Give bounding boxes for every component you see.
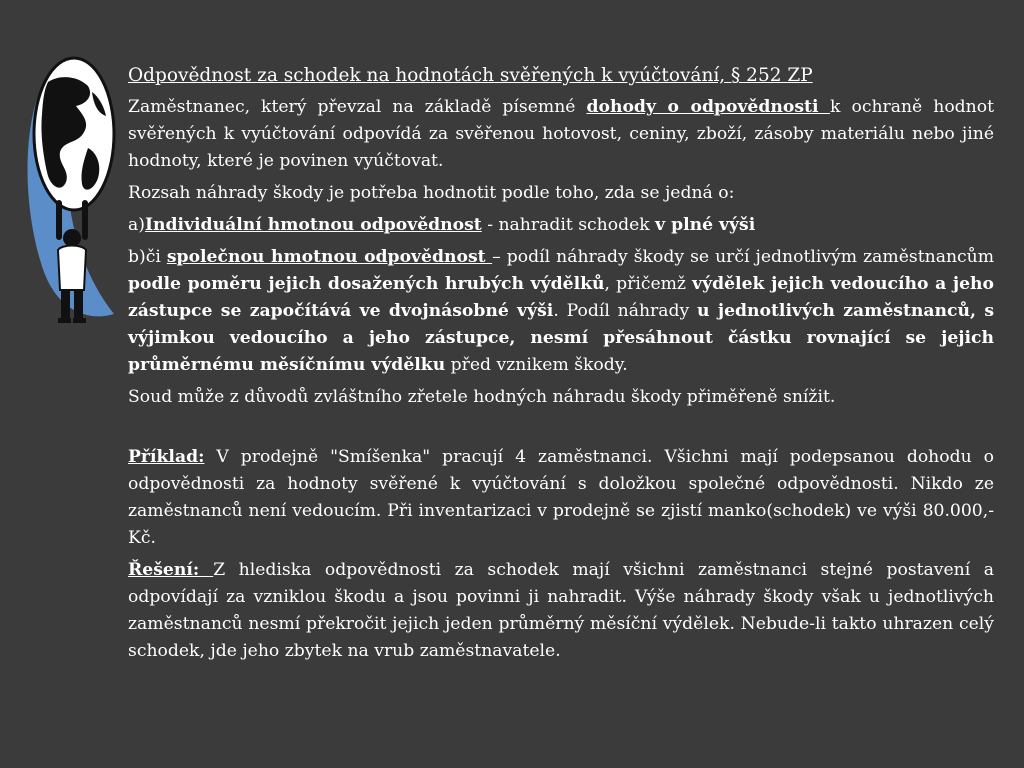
solution-label: Řešení: <box>128 560 214 580</box>
intro-text-2: k ochraně hodnot svěřených k vyúčtování odpovídá za svěřenou hotovost, ceniny, zboží, zásoby materiálu nebo jiné hodnoty, které je povinen vyúčtovat. <box>128 97 994 171</box>
item-a-prefix: a) <box>128 215 145 235</box>
item-b-bold-limit: u jednotlivých zaměstnanců, s výjimkou vedoucího a jeho zástupce, nesmí přesáhnout částku rovnající se jejich průměrnému měsíčnímu výdělku <box>128 301 994 375</box>
item-a-bold-full: v plné výši <box>655 215 756 235</box>
item-b-bold-joint: společnou hmotnou odpovědnost <box>166 247 493 267</box>
court-paragraph: Soud může z důvodů zvláštního zřetele hodných náhradu škody přiměřeně snížit. <box>128 387 836 407</box>
item-b-text-2: , přičemž <box>604 274 693 294</box>
item-a-text: - nahradit schodek <box>481 215 656 235</box>
spacer <box>128 416 994 444</box>
intro-bold-agreement: dohody o odpovědnosti <box>586 97 831 117</box>
item-b-text-1: – podíl náhrady škody se určí jednotlivým zaměstnancům <box>492 247 995 267</box>
intro-paragraph <box>128 94 994 175</box>
item-b-paragraph <box>128 244 994 379</box>
item-b-text-3: . Podíl náhrady <box>553 301 698 321</box>
main-content <box>128 62 994 670</box>
scope-paragraph: Rozsah náhrady škody je potřeba hodnotit podle toho, zda se jedná o: <box>128 183 735 203</box>
example-paragraph <box>128 444 994 552</box>
example-text: V prodejně "Smíšenka" pracují 4 zaměstnanci. Všichni mají podepsanou dohodu o odpovědnosti za hodnoty svěřené k vyúčtování s doložkou společné odpovědnosti. Nikdo ze zaměstnanců není vedoucím. Při inventarizaci v prodejně se zjistí manko(schodek) ve výši 80.000,- Kč. <box>128 447 994 548</box>
example-label: Příklad: <box>128 447 205 467</box>
item-a-bold-individual: Individuální hmotnou odpovědnost <box>144 215 482 235</box>
slide-title: Odpovědnost za schodek na hodnotách svěřených k vyúčtování, § 252 ZP <box>128 65 813 86</box>
item-b-text-4: před vznikem škody. <box>445 355 628 375</box>
item-a-paragraph <box>128 212 994 239</box>
solution-text: Z hlediska odpovědnosti za schodek mají všichni zaměstnanci stejné postavení a odpovídají za vzniklou škodu a jsou povinni ji nahradit. Výše náhrady škody však u jednotlivých zaměstnanců nesmí překročit jejich jeden průměrný měsíční výdělek. Nebude-li takto uhrazen celý schodek, jde jeho zbytek na vrub zaměstnavatele. <box>128 560 994 661</box>
intro-text-1: Zaměstnanec, který převzal na základě písemné <box>128 97 587 117</box>
solution-paragraph <box>128 557 994 665</box>
item-b-prefix: b)či <box>128 247 167 267</box>
item-b-bold-ratio: podle poměru jejich dosažených hrubých výdělků <box>128 274 605 294</box>
globe-person-illustration <box>18 52 126 327</box>
item-b-bold-double: výdělek jejich vedoucího a jeho zástupce se započítává ve dvojnásobné výši <box>128 274 994 321</box>
